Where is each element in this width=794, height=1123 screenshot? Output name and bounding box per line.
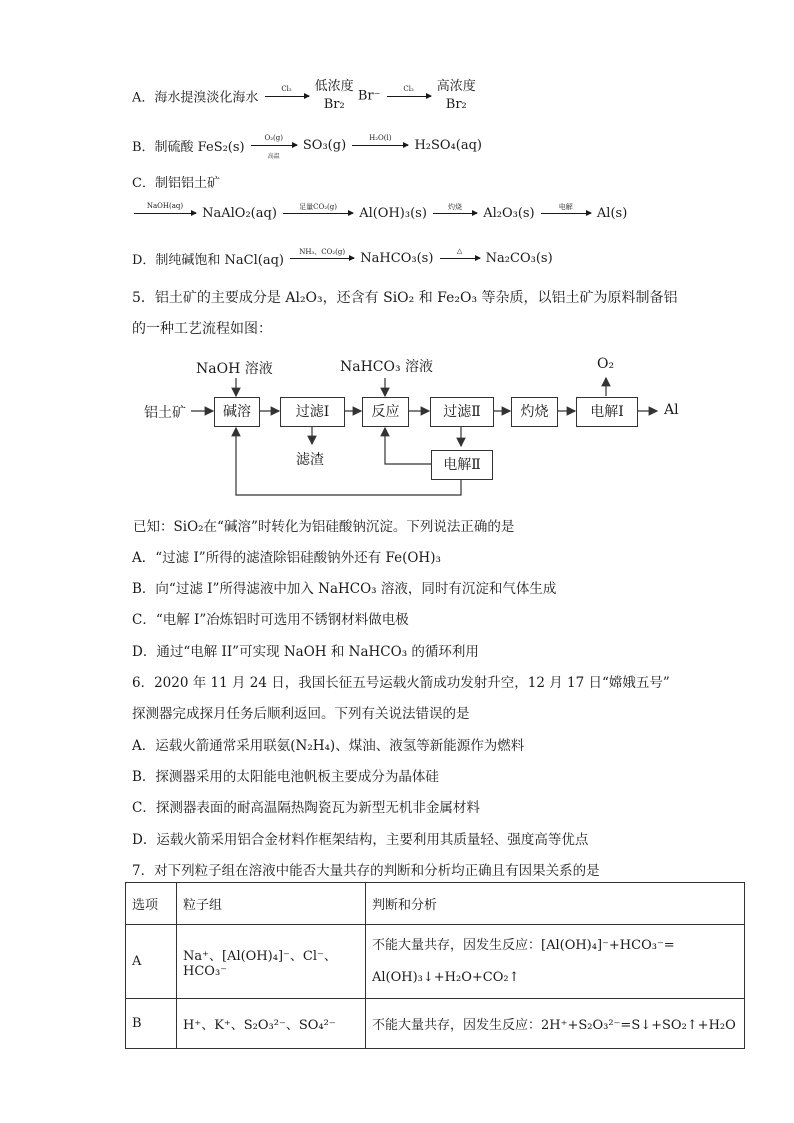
flow-step-box: 电解Ⅱ [431, 450, 493, 480]
table-cell-option: B [126, 999, 177, 1049]
species: SO₃(g) [302, 138, 347, 153]
arrow-label: O₂(g) [264, 134, 284, 142]
table-header-cell: 粒子组 [177, 883, 366, 925]
option-d-prefix: D．制纯碱饱和 NaCl(aq) [132, 253, 285, 268]
flow-input-label: 铝土矿 [144, 405, 186, 421]
analysis-line: 不能大量共存，因发生反应：[Al(OH)₄]⁻+HCO₃⁻= [372, 937, 675, 953]
table-cell-ions: H⁺、K⁺、S₂O₃²⁻、SO₄²⁻ [177, 999, 366, 1049]
q6-option-a: A．运载火箭通常采用联氨(N₂H₄)、煤油、液氢等新能源作为燃料 [132, 738, 525, 754]
q5-stem-line1: 5．铝土矿的主要成分是 Al₂O₃，还含有 SiO₂ 和 Fe₂O₃ 等杂质，以铝土矿为原料制备铝 [132, 290, 678, 306]
table-header-row [126, 883, 745, 925]
option-c-title: C．制铝铝土矿 [132, 176, 220, 191]
arrow-label: 电解 [558, 203, 573, 211]
species: H₂SO₄(aq) [414, 138, 482, 153]
arrow-label: H₂O(l) [369, 134, 392, 142]
flow-arrow [236, 428, 461, 495]
analysis-line: Al(OH)₃↓+H₂O+CO₂↑ [372, 969, 520, 985]
flow-step-box: 灼烧 [511, 397, 558, 427]
q6-stem-line1: 6．2020 年 11 月 24 日，我国长征五号运载火箭成功发射升空，12 月 17 日“嫦娥五号” [132, 675, 670, 691]
arrow-label: 灼烧 [448, 203, 463, 211]
q5-known: 已知：SiO₂在“碱溶”时转化为铝硅酸钠沉淀。下列说法正确的是 [133, 519, 515, 535]
species: Al₂O₃(s) [483, 206, 535, 221]
species-bottom: Br₂ [323, 97, 345, 112]
q5-option-c: C．“电解 I”冶炼铝时可选用不锈钢材料做电极 [132, 612, 409, 628]
q6-option-c: C．探测器表面的耐高温隔热陶瓷瓦为新型无机非金属材料 [132, 800, 480, 816]
q5-option-a: A．“过滤 I”所得的滤渣除铝硅酸钠外还有 Fe(OH)₃ [132, 550, 441, 566]
flow-output-label: Al [664, 402, 679, 418]
species: Al(OH)₃(s) [359, 206, 427, 221]
flow-step-box: 碱溶 [214, 397, 260, 427]
species: NaAlO₂(aq) [202, 206, 277, 221]
table-cell-option: A [126, 925, 177, 999]
table-cell-analysis: 不能大量共存，因发生反应：2H⁺+S₂O₃²⁻=S↓+SO₂↑+H₂O [366, 999, 745, 1049]
table-row [126, 925, 745, 999]
flow-reagent-label: NaOH 溶液 [196, 361, 273, 377]
q7-stem: 7．对下列粒子组在溶液中能否大量共存的判断和分析均正确且有因果关系的是 [132, 863, 600, 879]
species-ion: Br⁻ [357, 88, 381, 104]
arrow-label: NH₃、CO₂(g) [299, 248, 346, 256]
flow-product-label: O₂ [597, 356, 615, 372]
q5-option-b: B．向“过滤 I”所得滤液中加入 NaHCO₃ 溶液，同时有沉淀和气体生成 [132, 581, 557, 597]
table-header-cell: 判断和分析 [366, 883, 745, 925]
flow-residue-label: 滤渣 [296, 452, 324, 468]
flow-reagent-label: NaHCO₃ 溶液 [340, 359, 434, 375]
arrow-label: NaOH(aq) [146, 202, 184, 210]
flow-step-box: 电解Ⅰ [576, 397, 638, 427]
table-row [126, 999, 745, 1049]
arrow-label: Cl₂ [281, 84, 292, 93]
q7-table [125, 882, 745, 1049]
flow-step-box: 反应 [362, 397, 409, 427]
option-a-prefix: A．海水提溴淡化海水 [132, 90, 259, 106]
flow-connectors [0, 0, 794, 520]
table-cell-ions: Na⁺、[Al(OH)₄]⁻、Cl⁻、HCO₃⁻ [177, 925, 366, 999]
species: Na₂CO₃(s) [485, 251, 553, 266]
table-cell-analysis [366, 925, 745, 999]
species: Al(s) [596, 206, 628, 221]
species: NaHCO₃(s) [360, 251, 434, 266]
flow-arrow [385, 428, 431, 464]
arrow-label: Cl₂ [403, 84, 414, 93]
table-header-cell: 选项 [126, 883, 177, 925]
q6-option-b: B．探测器采用的太阳能电池帆板主要成分为晶体硅 [132, 769, 439, 785]
species-top: 低浓度 [314, 79, 354, 94]
species-top: 高浓度 [436, 79, 476, 94]
flow-step-box: 过滤Ⅱ [430, 397, 494, 427]
species-bottom: Br₂ [445, 97, 467, 112]
arrow-label: △ [456, 247, 463, 255]
q5-stem-line2: 的一种工艺流程如图： [132, 321, 272, 337]
arrow-label: 足量CO₂(g) [299, 203, 337, 211]
flow-step-box: 过滤Ⅰ [280, 397, 345, 427]
option-b-prefix: B．制硫酸 FeS₂(s) [132, 140, 245, 155]
arrow-condition: 高温 [267, 153, 280, 160]
q6-stem-line2: 探测器完成探月任务后顺利返回。下列有关说法错误的是 [132, 706, 470, 722]
q6-option-d: D．运载火箭采用铝合金材料作框架结构，主要利用其质量轻、强度高等优点 [132, 832, 589, 848]
q5-option-d: D．通过“电解 II”可实现 NaOH 和 NaHCO₃ 的循环利用 [132, 644, 479, 660]
